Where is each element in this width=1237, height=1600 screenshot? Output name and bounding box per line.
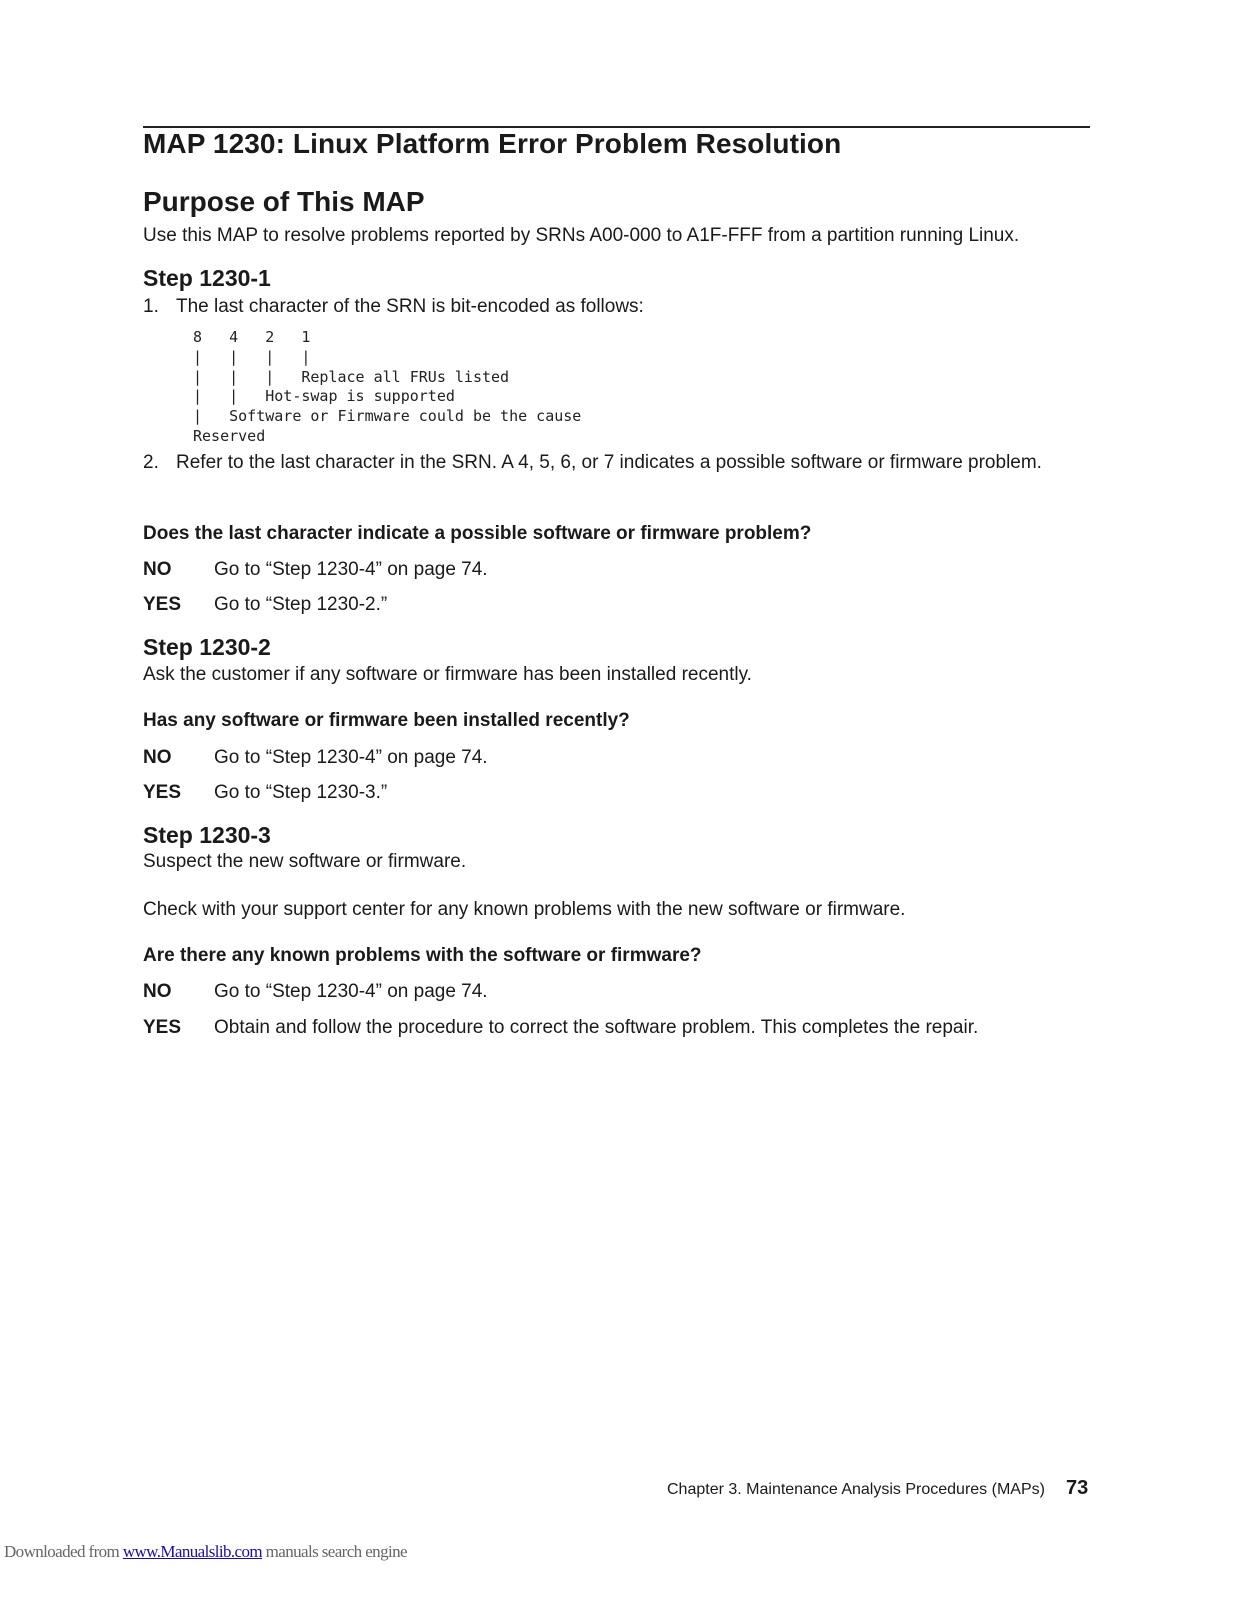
step3-heading: Step 1230-3 [143,822,271,848]
step1-no-link[interactable]: Go to “Step 1230-4” on page 74. [214,559,488,580]
step2-no-label: NO [143,747,172,768]
step3-text1: Suspect the new software or firmware. [143,851,467,872]
purpose-text: Use this MAP to resolve problems reported by SRNs A00-000 to A1F-FFF from a partition running Linux. [143,225,1020,246]
step1-item2-number: 2. [143,452,159,473]
step2-yes-link[interactable]: Go to “Step 1230-3.” [214,782,388,803]
step3-yes-text: Obtain and follow the procedure to correct the software problem. This completes the repair. [214,1017,979,1038]
step3-no-link[interactable]: Go to “Step 1230-4” on page 74. [214,981,488,1002]
download-suffix: manuals search engine [262,1542,407,1561]
bit-encoding-diagram: 8 4 2 1 | | | | | | | Replace all FRUs listed | | Hot-swap is supported | Software or Firmware could be the cause Reserved [193,328,582,445]
step2-question: Has any software or firmware been installed recently? [143,710,630,731]
step3-question: Are there any known problems with the software or firmware? [143,945,702,966]
manualslib-link[interactable]: www.Manualslib.com [122,1542,263,1561]
step1-heading: Step 1230-1 [143,265,271,291]
step2-heading: Step 1230-2 [143,634,271,660]
step3-text2: Check with your support center for any known problems with the new software or firmware. [143,899,906,920]
step2-yes-label: YES [143,782,182,803]
download-banner [4,1542,407,1562]
download-prefix: Downloaded from [4,1542,123,1561]
step1-no-label: NO [143,559,172,580]
step2-text: Ask the customer if any software or firmware has been installed recently. [143,664,752,685]
step3-yes-label: YES [143,1017,182,1038]
step1-item1-number: 1. [143,296,159,317]
step1-item1-text: The last character of the SRN is bit-encoded as follows: [176,296,644,317]
step1-question: Does the last character indicate a possible software or firmware problem? [143,523,812,544]
step2-no-link[interactable]: Go to “Step 1230-4” on page 74. [214,747,488,768]
step1-item2-text: Refer to the last character in the SRN. A 4, 5, 6, or 7 indicates a possible software or firmware problem. [176,452,1042,473]
page-title: MAP 1230: Linux Platform Error Problem Resolution [143,128,842,159]
step3-no-label: NO [143,981,172,1002]
step1-yes-label: YES [143,594,182,615]
page-number: 73 [1066,1477,1089,1499]
step1-yes-link[interactable]: Go to “Step 1230-2.” [214,594,388,615]
footer-chapter: Chapter 3. Maintenance Analysis Procedures (MAPs) [667,1481,1045,1498]
purpose-heading: Purpose of This MAP [143,186,425,217]
